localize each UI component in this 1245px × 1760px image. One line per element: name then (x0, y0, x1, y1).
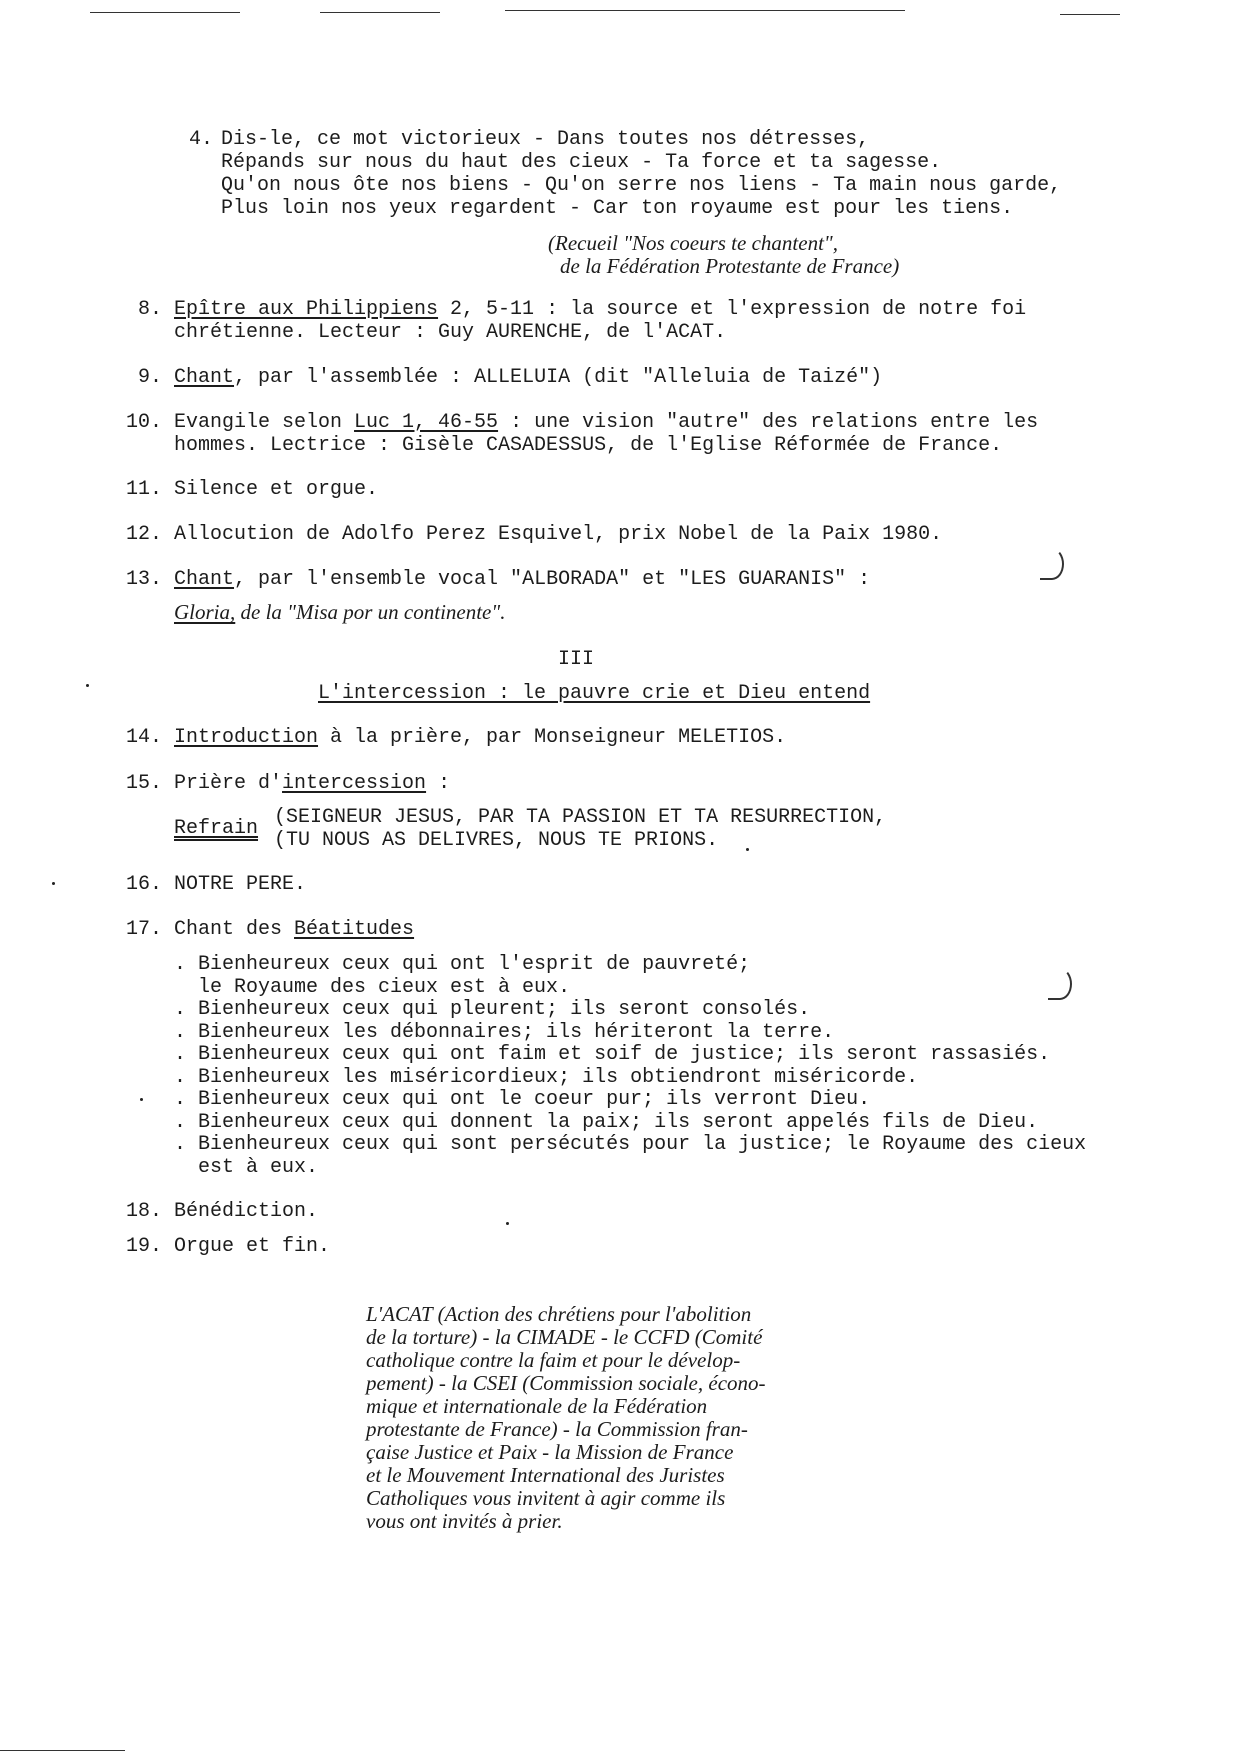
item-9-line (174, 366, 882, 390)
item-8-line-1 (174, 298, 1026, 322)
beatitude-line: . Bienheureux ceux qui pleurent; ils seront consolés. (174, 998, 811, 1021)
closing-line: catholique contre la faim et pour le dévelop- (366, 1348, 741, 1372)
item-16-number: 16. (125, 873, 162, 896)
beatitude-line: . Bienheureux ceux qui donnent la paix; ils seront appelés fils de Dieu. (174, 1111, 1039, 1134)
scan-edge-top-1 (90, 12, 240, 13)
beatitude-line: le Royaume des cieux est à eux. (174, 976, 571, 999)
item-17-beatitudes: Béatitudes (294, 918, 415, 941)
speck (746, 848, 749, 851)
item-8-line-2: chrétienne. Lecteur : Guy AURENCHE, de l'ACAT. (174, 321, 727, 344)
item-15-intercession: intercession (282, 772, 427, 795)
item-15-colon: : (426, 772, 451, 795)
item-14-line (174, 726, 786, 750)
item-15-line (174, 772, 450, 796)
item-12-number: 12. (125, 523, 162, 546)
item-16-text: NOTRE PERE. (174, 873, 307, 896)
refrain-label: Refrain (174, 817, 259, 840)
punch-mark-2 (1048, 968, 1072, 1000)
closing-line: de la torture) - la CIMADE - le CCFD (Comité (366, 1325, 763, 1349)
item-11-number: 11. (125, 478, 162, 501)
item-19-text: Orgue et fin. (174, 1235, 331, 1258)
closing-line: çaise Justice et Paix - la Mission de France (366, 1440, 734, 1464)
stanza-line-3: Qu'on nous ôte nos biens - Qu'on serre nos liens - Ta main nous garde, (221, 174, 1062, 197)
scan-edge-top-3 (505, 10, 905, 11)
item-13-mass: de la "Misa por un continente". (235, 600, 506, 624)
item-13-text: , par l'ensemble vocal "ALBORADA" et "LES GUARANIS" : (234, 568, 871, 591)
speck (86, 684, 89, 687)
beatitude-line: . Bienheureux ceux qui ont le coeur pur; ils verront Dieu. (174, 1088, 871, 1111)
item-10-line-1 (174, 411, 1038, 435)
stanza-line-1: Dis-le, ce mot victorieux - Dans toutes nos détresses, (221, 128, 870, 151)
beatitude-line: . Bienheureux les miséricordieux; ils obtiendront miséricorde. (174, 1066, 919, 1089)
item-13-gloria: Gloria, (174, 600, 236, 624)
item-10-text: : une vision "autre" des relations entre les (498, 411, 1039, 434)
item-8-number: 8. (137, 298, 162, 321)
speck (52, 882, 55, 885)
item-14-introduction: Introduction (174, 726, 319, 749)
refrain-line-2: (TU NOUS AS DELIVRES, NOUS TE PRIONS. (274, 829, 719, 852)
item-17-line (174, 918, 414, 942)
item-15-number: 15. (125, 772, 162, 795)
closing-line: protestante de France) - la Commission fran- (366, 1417, 748, 1441)
item-12-text: Allocution de Adolfo Perez Esquivel, prix Nobel de la Paix 1980. (174, 523, 943, 546)
beatitude-line: . Bienheureux ceux qui ont l'esprit de pauvreté; (174, 953, 751, 976)
beatitude-line: . Bienheureux ceux qui ont faim et soif de justice; ils seront rassasiés. (174, 1043, 1051, 1066)
beatitude-line: . Bienheureux ceux qui sont persécutés pour la justice; le Royaume des cieux (174, 1133, 1087, 1156)
item-15-pre: Prière d' (174, 772, 283, 795)
item-13-line-2 (174, 600, 505, 624)
item-8-reading: Epître aux Philippiens (174, 298, 439, 321)
closing-line: mique et internationale de la Fédération (366, 1394, 708, 1418)
speck (140, 1098, 143, 1101)
item-10-line-2: hommes. Lectrice : Gisèle CASADESSUS, de l'Eglise Réformée de France. (174, 434, 1003, 457)
item-9-chant: Chant (174, 366, 235, 389)
item-10-number: 10. (125, 411, 162, 434)
item-18-text: Bénédiction. (174, 1200, 319, 1223)
item-14-number: 14. (125, 726, 162, 749)
punch-mark-1 (1040, 548, 1064, 580)
item-8-text: 2, 5-11 : la source et l'expression de notre foi (438, 298, 1027, 321)
item-11-text: Silence et orgue. (174, 478, 379, 501)
beatitude-line: est à eux. (174, 1156, 319, 1179)
stanza-source-2: de la Fédération Protestante de France) (560, 254, 900, 278)
item-18-number: 18. (125, 1200, 162, 1223)
item-10-pre: Evangile selon (174, 411, 355, 434)
closing-line: L'ACAT (Action des chrétiens pour l'abolition (366, 1302, 752, 1326)
closing-line: Catholiques vous invitent à agir comme ils (366, 1486, 726, 1510)
item-13-line-1 (174, 568, 870, 592)
stanza-source-1: (Recueil "Nos coeurs te chantent", (548, 231, 838, 255)
stanza-line-4: Plus loin nos yeux regardent - Car ton royaume est pour les tiens. (221, 197, 1014, 220)
section-roman: III (558, 648, 595, 671)
item-13-number: 13. (125, 568, 162, 591)
item-14-text: à la prière, par Monseigneur MELETIOS. (318, 726, 787, 749)
closing-line: et le Mouvement International des Juristes (366, 1463, 725, 1487)
stanza-line-2: Répands sur nous du haut des cieux - Ta force et ta sagesse. (221, 151, 942, 174)
item-13-chant: Chant (174, 568, 235, 591)
item-19-number: 19. (125, 1235, 162, 1258)
closing-line: vous ont invités à prier. (366, 1509, 563, 1533)
refrain-line-1: (SEIGNEUR JESUS, PAR TA PASSION ET TA RESURRECTION, (274, 806, 887, 829)
item-17-pre: Chant des (174, 918, 295, 941)
item-17-number: 17. (125, 918, 162, 941)
scan-edge-top-4 (1060, 14, 1120, 15)
item-9-text: , par l'assemblée : ALLELUIA (dit "Alleluia de Taizé") (234, 366, 883, 389)
item-9-number: 9. (137, 366, 162, 389)
stanza-number: 4. (188, 128, 213, 151)
item-10-reading: Luc 1, 46-55 (354, 411, 499, 434)
scan-edge-top-2 (320, 12, 440, 13)
closing-line: pement) - la CSEI (Commission sociale, écono- (366, 1371, 766, 1395)
scan-edge-bottom (0, 1750, 125, 1751)
section-title: L'intercession : le pauvre crie et Dieu entend (318, 682, 871, 705)
beatitude-line: . Bienheureux les débonnaires; ils hériteront la terre. (174, 1021, 835, 1044)
speck (506, 1222, 509, 1225)
